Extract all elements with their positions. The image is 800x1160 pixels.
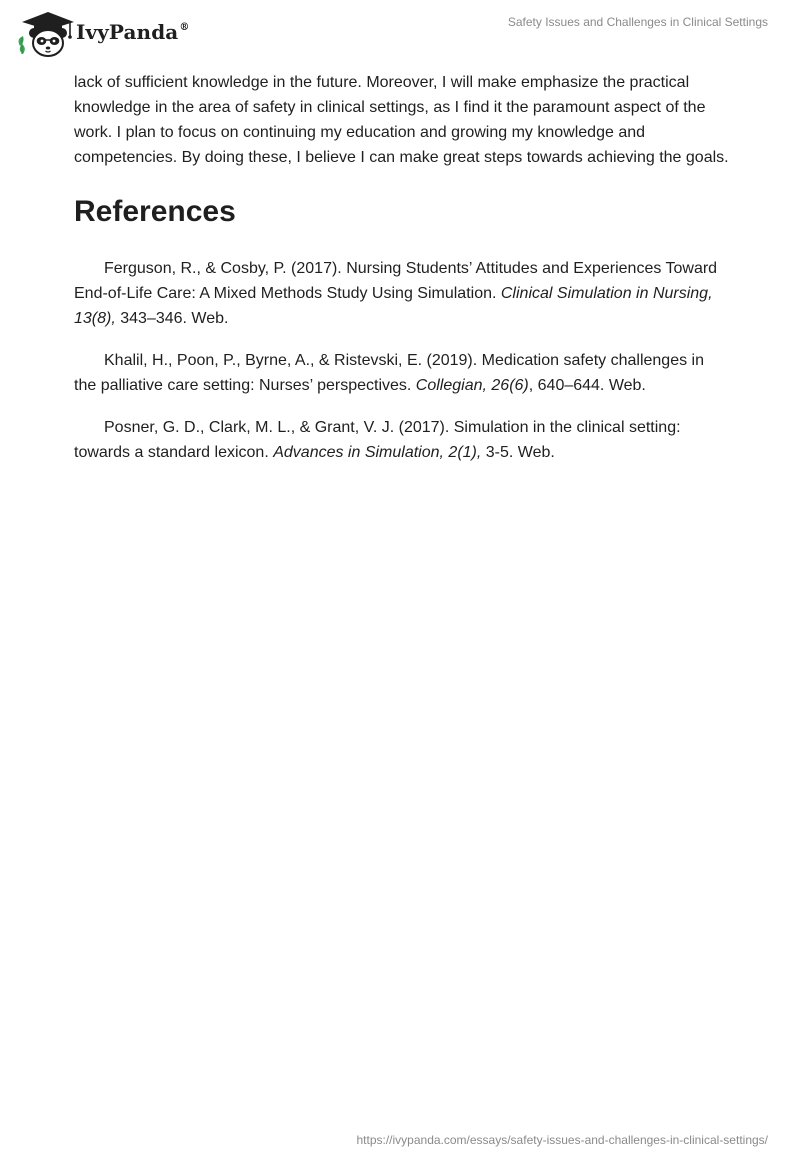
body-paragraph: lack of sufficient knowledge in the future. Moreover, I will make emphasize the practical knowledge in the area of safety in clinical settings, as I find it the paramount aspect of the work. I plan to focus on continuing my education and growing my knowledge and competencies. By doing these, I believe I can make great steps towards achieving the goals. — [74, 74, 729, 166]
panda-graduate-icon — [14, 8, 74, 58]
essay-content — [74, 70, 730, 465]
registered-mark: ® — [179, 22, 190, 33]
ivypanda-logo[interactable] — [14, 8, 189, 58]
document-title: Safety Issues and Challenges in Clinical Settings — [507, 15, 768, 29]
reference-entry — [74, 348, 730, 398]
reference-details: 343–346. Web. — [115, 310, 229, 327]
page-header — [0, 0, 800, 62]
reference-details: , 640–644. Web. — [528, 377, 646, 394]
reference-entry — [74, 415, 730, 465]
reference-source: Collegian, 26(6) — [415, 377, 529, 394]
reference-text: Khalil, H., Poon, P., Byrne, A., & Ristevski, E. (2019). Medication safety challenges in the palliative care setting: Nurses’ perspectives. — [74, 352, 704, 394]
brand-name: IvyPanda® — [76, 20, 190, 44]
reference-source: Clinical Simulation in Nursing, 13(8), — [74, 285, 713, 327]
reference-text: Posner, G. D., Clark, M. L., & Grant, V. J. (2017). Simulation in the clinical setting: towards a standard lexicon. — [74, 419, 681, 461]
references-heading: References — [74, 195, 236, 228]
reference-entry — [74, 256, 730, 331]
reference-source: Advances in Simulation, 2(1), — [273, 444, 482, 461]
source-url-link[interactable]: https://ivypanda.com/essays/safety-issues-and-challenges-in-clinical-settings/ — [356, 1133, 768, 1147]
reference-text: Ferguson, R., & Cosby, P. (2017). Nursing Students’ Attitudes and Experiences Toward End-of-Life Care: A Mixed Methods Study Using Simulation. — [74, 260, 718, 302]
reference-details: 3-5. Web. — [481, 444, 555, 461]
